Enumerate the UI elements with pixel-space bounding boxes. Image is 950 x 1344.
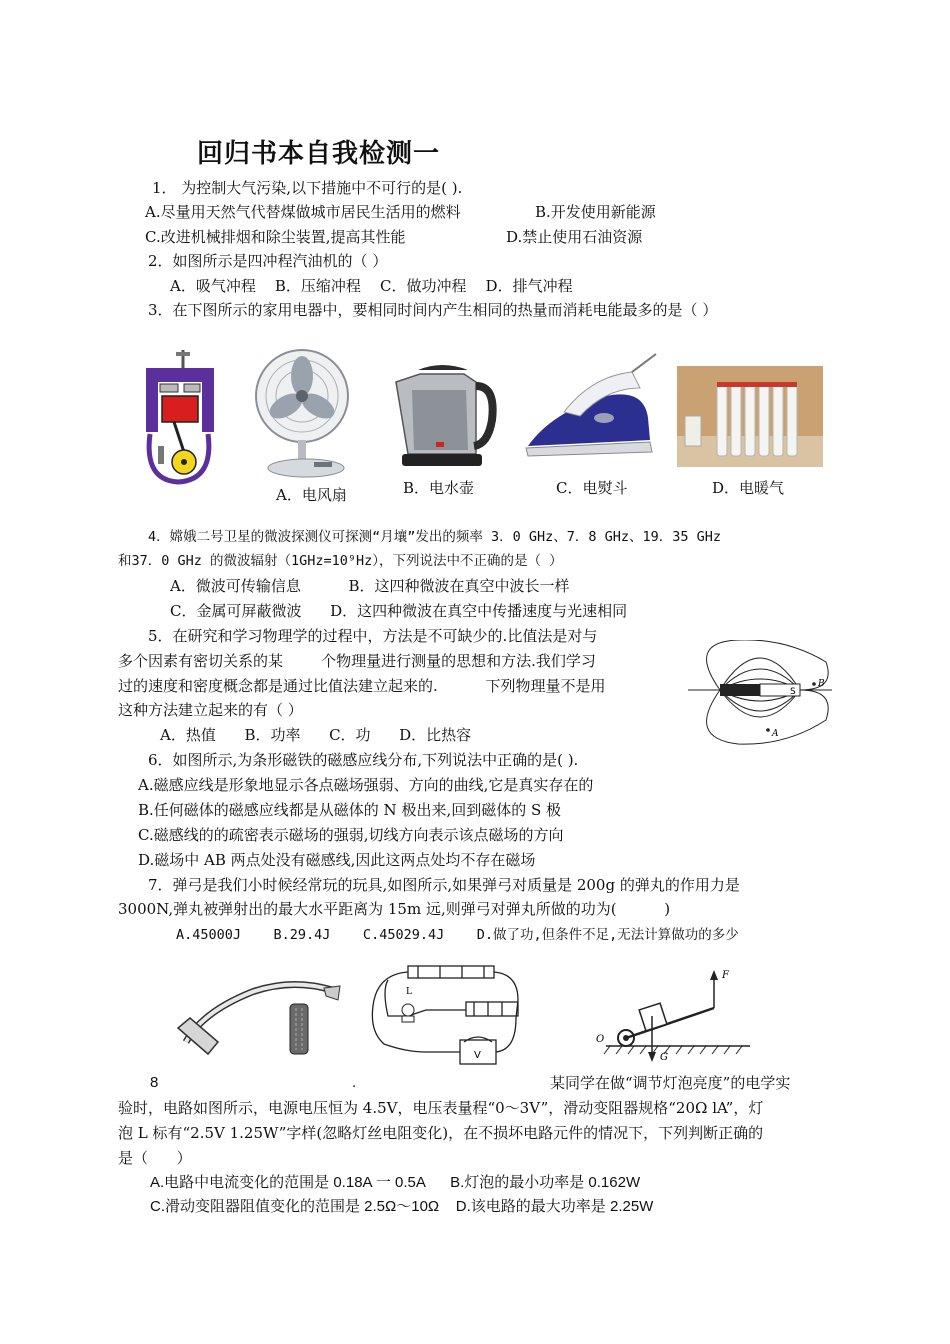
bar-magnet-field-figure bbox=[686, 640, 834, 746]
q1-option-a: A.尽量用天然气代替煤做城市居民生活用的燃料 bbox=[145, 203, 461, 221]
q5-line-2: 多个因素有密切关系的某 个物理量进行测量的思想和方法.我们学习 bbox=[118, 652, 596, 670]
q3-caption-d: D．电暖气 bbox=[712, 479, 785, 497]
electric-iron-figure bbox=[522, 352, 658, 464]
electric-fan-figure bbox=[248, 348, 360, 480]
magnet-point-a: A bbox=[772, 729, 779, 739]
magnet-label-s: S bbox=[790, 687, 796, 697]
lever-force-figure bbox=[590, 966, 756, 1062]
q4-options-cd: C．金属可屏蔽微波 D．这四种微波在真空中传播速度与光速相同 bbox=[170, 602, 628, 620]
q3-stem: 3．在下图所示的家用电器中，要相同时间内产生相同的热量而消耗电能最多的是（ ） bbox=[148, 301, 718, 319]
engine-cylinder-figure bbox=[138, 350, 220, 486]
circuit-figure bbox=[366, 960, 526, 1072]
magnet-point-b: B bbox=[818, 679, 825, 689]
lever-label-f: F bbox=[722, 970, 729, 981]
lever-label-o: O bbox=[596, 1034, 605, 1045]
q8-line-2: 验时，电路如图所示，电源电压恒为 4.5V，电压表量程“0～3V”，滑动变阻器规格“20Ω lA”，灯 bbox=[118, 1099, 764, 1117]
q3-caption-c: C．电熨斗 bbox=[556, 479, 628, 497]
q7-line-1: 7．弹弓是我们小时候经常玩的玩具,如图所示,如果弹弓对质量是 200g 的弹丸的作用力是 bbox=[148, 876, 740, 894]
slingshot-figure bbox=[172, 966, 342, 1060]
q2-stem: 2．如图所示是四冲程汽油机的（ ） bbox=[148, 252, 388, 270]
q8-line-3: 泡 L 标有“2.5V 1.25W”字样(忽略灯丝电阻变化)，在不损坏电路元件的情况下，下列判断正确的 bbox=[118, 1124, 764, 1142]
q2-options: A．吸气冲程 B．压缩冲程 C．做功冲程 D．排气冲程 bbox=[170, 277, 573, 295]
q8-number: 8 bbox=[150, 1074, 159, 1091]
q6-option-d: D.磁场中 AB 两点处没有磁感线,因此这两点处均不存在磁场 bbox=[138, 851, 536, 869]
q7-line-2: 3000N,弹丸被弹射出的最大水平距离为 15m 远,则弹弓对弹丸所做的功为( ) bbox=[118, 900, 671, 918]
q1-option-c: C.改进机械排烟和除尘装置,提高其性能 bbox=[145, 228, 406, 246]
page-title: 回归书本自我检测一 bbox=[197, 139, 441, 169]
q5-line-3: 过的速度和密度概念都是通过比值法建立起来的. 下列物理量不是用 bbox=[118, 677, 606, 695]
electric-kettle-figure bbox=[388, 360, 498, 468]
q4-options-ab: A．微波可传输信息 B．这四种微波在真空中波长一样 bbox=[170, 577, 570, 595]
q4-line-2: 和37．0 GHz 的微波辐射（1GHz=10⁹Hz），下列说法中不正确的是（ ） bbox=[118, 553, 563, 569]
q3-caption-b: B．电水壶 bbox=[403, 479, 475, 497]
q6-stem: 6．如图所示,为条形磁铁的磁感应线分布,下列说法中正确的是( ). bbox=[148, 751, 579, 769]
q8-options-ab: A.电路中电流变化的范围是 0.18A 一 0.5A B.灯泡的最小功率是 0.162W bbox=[150, 1174, 641, 1191]
q1-option-d: D.禁止使用石油资源 bbox=[506, 228, 643, 246]
q8-line-1: 某同学在做“调节灯泡亮度”的电学实 bbox=[550, 1074, 791, 1092]
q8-options-cd: C.滑动变阻器阻值变化的范围是 2.5Ω～10Ω D.该电路的最大功率是 2.25W bbox=[150, 1198, 654, 1215]
q1-stem: 1． 为控制大气污染,以下措施中不可行的是( ). bbox=[152, 179, 463, 197]
q5-line-4: 这种方法建立起来的有（ ） bbox=[118, 701, 303, 719]
lever-label-g: G bbox=[660, 1052, 668, 1062]
q7-options: A.45000J B.29.4J C.45029.4J D.做了功,但条件不足,无法计算做功的多少 bbox=[176, 927, 739, 943]
q6-option-c: C.磁感线的的疏密表示磁场的强弱,切线方向表示该点磁场的方向 bbox=[138, 826, 564, 844]
circuit-voltmeter-label: V bbox=[474, 1050, 481, 1061]
q8-line-4: 是（ ） bbox=[118, 1149, 192, 1167]
q5-line-1: 5．在研究和学习物理学的过程中，方法是不可缺少的.比值法是对与 bbox=[148, 627, 598, 645]
q6-option-b: B.任何磁体的磁感应线都是从磁体的 N 极出来,回到磁体的 S 极 bbox=[138, 801, 562, 819]
electric-radiator-figure bbox=[677, 366, 823, 467]
q6-option-a: A.磁感应线是形象地显示各点磁场强弱、方向的曲线,它是真实存在的 bbox=[138, 776, 594, 794]
circuit-lamp-label: L bbox=[406, 987, 412, 997]
q1-option-b: B.开发使用新能源 bbox=[535, 203, 656, 221]
q3-caption-a: A．电风扇 bbox=[276, 486, 347, 504]
q8-dot: . bbox=[352, 1074, 357, 1091]
q5-options: A．热值 B．功率 C．功 D．比热容 bbox=[160, 726, 472, 744]
q4-line-1: 4．嫦娥二号卫星的微波探测仪可探测“月壤”发出的频率 3．0 GHz、7．8 GHz、19．35 GHz bbox=[148, 529, 722, 545]
